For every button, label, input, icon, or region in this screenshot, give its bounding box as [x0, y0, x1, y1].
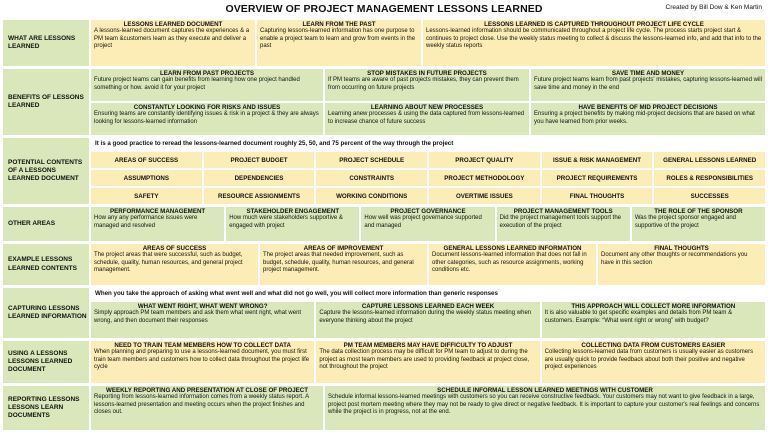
content-item: SAFETY — [90, 187, 203, 205]
card-text: A lessons-learned document captures the experiences & a PM team &customers learn as they execute and deliver a project — [94, 28, 250, 49]
card-heading: LESSONS LEARNED IS CAPTURED THROUGHOUT PROJECT LIFE CYCLE — [484, 21, 704, 28]
card-text: How any any performance issues were managed and resolved — [94, 215, 198, 229]
card — [90, 340, 315, 384]
content-item: ISSUE & RISK MANAGEMENT — [541, 151, 654, 169]
card-heading: WHAT WENT RIGHT, WHAT WENT WRONG? — [137, 303, 268, 310]
section-label: BENEFITS OF LESSONS LEARNED — [2, 68, 90, 136]
content-item: CONSTRAINTS — [315, 169, 428, 187]
author-credit: Created by Bill Dow & Ken Martin — [665, 4, 762, 11]
card — [90, 301, 315, 339]
card — [530, 102, 766, 136]
section-potential — [2, 137, 766, 205]
card-text: Reporting from lessons-learned information comes from a weekly status report. A lessons-learned presentation and meeting occurs when the project finishes and closes out. — [94, 394, 309, 415]
content-item: SUCCESSES — [653, 187, 766, 205]
card — [259, 243, 428, 286]
card-text: Learning anew processes & using the data captured from lessons-learned to increase chance of future success — [328, 111, 525, 125]
card-text: Ensuring teams are constantly identifying issues & risk in a project & they are always looking for lessons-learned information — [94, 111, 319, 125]
card-heading: LEARN FROM PAST PROJECTS — [159, 70, 255, 77]
card-text: Collecting lessons-learned data from customers is usually easier as customers are usually quick to provide feedback about both their positive and negative project experiences — [544, 349, 754, 370]
card — [324, 102, 530, 136]
content-item: PROJECT BUDGET — [203, 151, 316, 169]
content-item: ASSUMPTIONS — [90, 169, 203, 187]
card-heading: NEED TO TRAIN TEAM MEMBERS HOW TO COLLECT DATA — [114, 342, 291, 349]
card-text: The data collection process may be difficult for PM team to adjust to during the project as most team members are used to providing feedback at project close, not throughout the project — [319, 349, 530, 370]
card — [530, 68, 766, 102]
card-heading: AREAS OF SUCCESS — [142, 245, 207, 252]
card-text: It is also valuable to get specific examples and details from PM team & customers. Example: “What went right or wrong” with budget? — [544, 310, 733, 324]
card — [597, 243, 766, 286]
content-item: FINAL THOUGHTS — [541, 187, 654, 205]
section-reporting — [2, 385, 766, 431]
card-heading: THE ROLE OF THE SPONSOR — [654, 208, 743, 215]
card — [90, 243, 259, 286]
section-other — [2, 206, 766, 242]
section-label: EXAMPLE LESSONS LEARNED CONTENTS — [2, 243, 90, 286]
card-text: How well was project governance supported and managed — [364, 215, 482, 229]
section-label: USING A LESSONS LESSONS LEARNED DOCUMENT — [2, 340, 90, 384]
section-label: WHAT ARE LESSONS LEARNED — [2, 19, 90, 67]
card — [90, 102, 324, 136]
content-item: WORKING CONDITIONS — [315, 187, 428, 205]
card-text: Future project teams can gain benefits from learning how one project handled something or how. avoid it for your project — [94, 77, 300, 91]
card — [631, 206, 766, 242]
card — [428, 243, 597, 286]
section-benefits — [2, 68, 766, 136]
section-note: When you take the approach of asking what went well and what did not go well, you will collect more information than generic responses — [90, 287, 766, 301]
card-text: Document any other thoughts or recommendations you have in this section — [601, 252, 748, 266]
card-heading: LEARN FROM THE PAST — [302, 21, 376, 28]
section-example — [2, 243, 766, 286]
content-item: RESOURCE ASSIGNMENTS — [203, 187, 316, 205]
card — [360, 206, 495, 242]
section-label: POTENTIAL CONTENTS OF A LESSONS LEARNED DOCUMENT — [2, 137, 90, 205]
card — [90, 68, 324, 102]
card — [324, 385, 766, 431]
card-heading: HAVE BENEFITS OF MID PROJECT DECISIONS — [578, 104, 718, 111]
page-title: OVERVIEW OF PROJECT MANAGEMENT LESSONS LEARNED — [225, 3, 543, 15]
card-heading: CAPTURE LESSONS LEARNED EACH WEEK — [361, 303, 495, 310]
card — [541, 340, 766, 384]
card — [422, 19, 766, 67]
card-heading: LEARNING ABOUT NEW PROCESSES — [370, 104, 484, 111]
card-heading: STOP MISTAKES IN FUTURE PROJECTS — [367, 70, 487, 77]
card — [324, 68, 530, 102]
section-label: REPORTING LESSONS LESSONS LEARN DOCUMENTS — [2, 385, 90, 431]
card-heading: COLLECTING DATA FROM CUSTOMERS EASIER — [581, 342, 726, 349]
card-text: Future project teams learn from past projects' mistakes, capturing lessons-learned will save time and money in the end — [534, 77, 762, 91]
card-text: Schedule informal lessons-learned meetings with customers so you can receive constructive feedback. Your customers may not want to give feedback in a large, project post mortem meeting where they may not be ready to give direct or negative feedback. It is important to capture your customer's real feelings and concerns while the project is in progress, not at the end. — [328, 394, 760, 415]
card — [90, 19, 256, 67]
card-text: When planning and preparing to use a lessons-learned document, you must first train team members and customers how to collect data throughout the project life cycle — [94, 349, 310, 370]
card — [90, 206, 225, 242]
card — [315, 340, 540, 384]
card-text: If PM teams are aware of past projects mistakes, they can prevent them from occurring on future projects — [328, 77, 519, 91]
section-label: OTHER AREAS — [2, 206, 90, 242]
card-heading: WEEKLY REPORTING AND PRESENTATION AT CLOSE OF PROJECT — [105, 387, 309, 394]
card-heading: FINAL THOUGHTS — [654, 245, 709, 252]
card-text: Did the project management tools support the execution of the project — [499, 215, 622, 229]
content-item: ROLES & RESPONSIBILITIES — [653, 169, 766, 187]
card — [541, 301, 766, 339]
card-text: The project areas that were successful, such as budget, schedule, quality, human resources, and general project management. — [94, 252, 243, 273]
card — [90, 385, 324, 431]
card-text: Ensuring a project benefits by making mid-project decisions that are based on what you have learned from prior weeks. — [534, 111, 755, 125]
content-item: AREAS OF SUCCESS — [90, 151, 203, 169]
section-what — [2, 19, 766, 67]
header — [0, 0, 768, 18]
content-item: PROJECT METHODOLOGY — [428, 169, 541, 187]
card-heading: SCHEDULE INFORMAL LESSON LEARNED MEETINGS WITH CUSTOMER — [437, 387, 653, 394]
content-item: OVERTIME ISSUES — [428, 187, 541, 205]
card-heading: CONSTANTLY LOOKING FOR RISKS AND ISSUES — [133, 104, 281, 111]
section-note: It is a good practice to reread the lessons-learned document roughly 25, 50, and 75 percent of the way through the project — [90, 137, 766, 151]
card-heading: GENERAL LESSONS LEARNED INFORMATION — [443, 245, 582, 252]
card-text: Capturing lessons-learned information has one purpose to enable a project team to learn and grow from events in the past — [260, 28, 416, 49]
content-item: GENERAL LESSONS LEARNED — [653, 151, 766, 169]
card-heading: AREAS OF IMPROVEMENT — [303, 245, 384, 252]
card-heading: PERFORMANCE MANAGEMENT — [109, 208, 206, 215]
card-text: Capture the lessons-learned information during the weekly status meeting when everyone thinking about the project — [319, 310, 532, 324]
card-text: The project areas that needed improvement, such as budget, schedule, quality, human resources, and general project management. — [263, 252, 414, 273]
card-heading: PM TEAM MEMBERS MAY HAVE DIFFICULTY TO ADJUST — [343, 342, 513, 349]
card-heading: SAVE TIME AND MONEY — [611, 70, 685, 77]
content-item: DEPENDENCIES — [203, 169, 316, 187]
content-item: PROJECT QUALITY — [428, 151, 541, 169]
card — [225, 206, 360, 242]
card-text: Lessons-learned information should be communicated throughout a project life cycle. The process starts project start & continues to project close. Use the weekly status meeting to collect & discuss the lessons-learned info, and add that info to the weekly status reports — [426, 28, 762, 49]
card — [256, 19, 422, 67]
card-text: How much were stakeholders supportive & engaged with project — [229, 215, 343, 229]
card-text: Document lessons-learned information that does not fall in other categories, such as resource assignments, working conditions etc. — [432, 252, 587, 273]
content-item: PROJECT SCHEDULE — [315, 151, 428, 169]
section-using — [2, 340, 766, 384]
section-capturing — [2, 287, 766, 339]
card-heading: PROJECT MANAGEMENT TOOLS — [513, 208, 613, 215]
card-heading: STAKEHOLDER ENGAGEMENT — [246, 208, 340, 215]
content-item: PROJECT REQUIREMENTS — [541, 169, 654, 187]
card-heading: THIS APPROACH WILL COLLECT MORE INFORMATION — [571, 303, 736, 310]
section-label: CAPTURING LESSONS LEARNED INFORMATION — [2, 287, 90, 339]
card-heading: LESSONS LEARNED DOCUMENT — [123, 21, 223, 28]
card-text: Simply approach PM team members and ask them what went right, what went wrong, and then document their responses — [94, 310, 302, 324]
card-heading: PROJECT GOVERNANCE — [390, 208, 466, 215]
card-text: Was the project sponsor engaged and supportive of the project — [634, 215, 736, 229]
card — [496, 206, 631, 242]
card — [315, 301, 540, 339]
